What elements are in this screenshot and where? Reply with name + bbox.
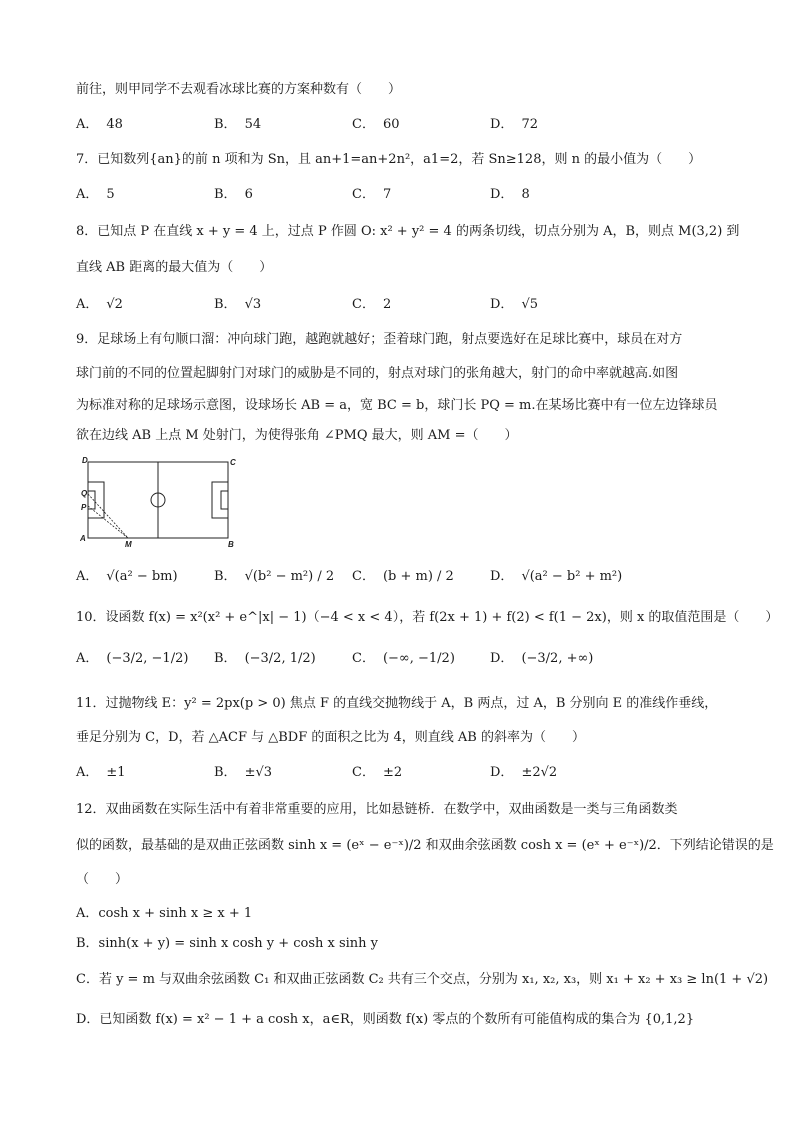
q7-option-c[interactable]: C． 7	[352, 187, 392, 202]
right-penalty-box	[212, 482, 228, 518]
q12-option-a[interactable]: A．cosh x + sinh x ≥ x + 1	[76, 906, 253, 921]
q7-stem: 7．已知数列{an}的前 n 项和为 Sn，且 an+1=an+2n²，a1=2，若 Sn≥128，则 n 的最小值为（ ）	[76, 152, 702, 167]
q9-option-a[interactable]: A． √(a² − bm)	[76, 569, 178, 584]
q8-stem-line1: 8．已知点 P 在直线 x + y = 4 上，过点 P 作圆 O: x² + y² = 4 的两条切线，切点分别为 A，B，则点 M(3,2) 到	[76, 224, 740, 239]
label-a: A	[80, 534, 86, 543]
q6-option-d[interactable]: D． 72	[490, 117, 538, 132]
label-p: P	[81, 503, 87, 512]
q6-option-a[interactable]: A． 48	[76, 117, 123, 132]
q8-stem-line2: 直线 AB 距离的最大值为（ ）	[76, 260, 273, 275]
left-penalty-box	[88, 482, 104, 518]
q12-option-c[interactable]: C．若 y = m 与双曲余弦函数 C₁ 和双曲正弦函数 C₂ 共有三个交点，分别为 x₁, x₂, x₃，则 x₁ + x₂ + x₃ ≥ ln(1 + √2)	[76, 972, 769, 987]
label-m: M	[125, 540, 132, 548]
q10-option-d[interactable]: D． (−3/2, +∞)	[490, 651, 594, 666]
q9-option-c[interactable]: C． (b + m) / 2	[352, 569, 454, 584]
label-d: D	[82, 456, 88, 465]
q8-option-c[interactable]: C． 2	[352, 297, 392, 312]
q9-options	[76, 566, 736, 592]
q10-stem: 10．设函数 f(x) = x²(x² + e^|x| − 1)（−4 < x < 4），若 f(2x + 1) + f(2) < f(1 − 2x)，则 x 的取值范围是（ ）	[76, 610, 779, 625]
soccer-field-diagram	[80, 456, 236, 548]
q11-option-a[interactable]: A． ±1	[76, 765, 126, 780]
label-b: B	[228, 540, 234, 548]
q7-option-d[interactable]: D． 8	[490, 187, 530, 202]
right-goal-box	[221, 491, 228, 509]
q11-option-d[interactable]: D． ±2√2	[490, 765, 558, 780]
q9-stem-line3: 为标准对称的足球场示意图，设球场长 AB = a，宽 BC = b，球门长 PQ = m.在某场比赛中有一位左边锋球员	[76, 398, 718, 413]
q9-stem-line1: 9．足球场上有句顺口溜：冲向球门跑，越跑就越好；歪着球门跑，射点要选好在足球比赛中，球员在对方	[76, 332, 683, 347]
q6-options	[76, 114, 736, 140]
q9-option-d[interactable]: D． √(a² − b² + m²)	[490, 569, 623, 584]
q8-option-b[interactable]: B． √3	[214, 297, 262, 312]
q7-option-a[interactable]: A． 5	[76, 187, 115, 202]
label-c: C	[230, 458, 236, 467]
line-mq	[88, 494, 128, 538]
q11-stem-line2: 垂足分别为 C，D，若 △ACF 与 △BDF 的面积之比为 4，则直线 AB 的斜率为（ ）	[76, 730, 585, 745]
soccer-field-svg	[80, 456, 236, 548]
q8-options	[76, 294, 736, 320]
q11-option-c[interactable]: C． ±2	[352, 765, 403, 780]
q12-stem-line1: 12．双曲函数在实际生活中有着非常重要的应用，比如悬链桥．在数学中，双曲函数是一类与三角函数类	[76, 802, 678, 817]
q12-option-b[interactable]: B．sinh(x + y) = sinh x cosh y + cosh x sinh y	[76, 936, 379, 951]
line-mp	[88, 506, 128, 538]
q11-options	[76, 762, 736, 788]
q10-option-c[interactable]: C． (−∞, −1/2)	[352, 651, 455, 666]
q11-option-b[interactable]: B． ±√3	[214, 765, 273, 780]
q6-option-b[interactable]: B． 54	[214, 117, 262, 132]
q10-options	[76, 648, 736, 674]
q10-option-a[interactable]: A． (−3/2, −1/2)	[76, 651, 189, 666]
q9-stem-line4: 欲在边线 AB 上点 M 处射门，为使得张角 ∠PMQ 最大，则 AM =（ ）	[76, 428, 518, 443]
q6-continuation: 前往，则甲同学不去观看冰球比赛的方案种数有（ ）	[76, 82, 402, 97]
q12-stem-line3: （ ）	[76, 872, 129, 887]
q12-stem-line2: 似的函数，最基础的是双曲正弦函数 sinh x = (eˣ − e⁻ˣ)/2 和双曲余弦函数 cosh x = (eˣ + e⁻ˣ)/2．下列结论错误的是	[76, 838, 774, 853]
q6-option-c[interactable]: C． 60	[352, 117, 400, 132]
q8-option-d[interactable]: D． √5	[490, 297, 538, 312]
label-q: Q	[81, 489, 88, 498]
q7-option-b[interactable]: B． 6	[214, 187, 253, 202]
q11-stem-line1: 11．过抛物线 E：y² = 2px(p > 0) 焦点 F 的直线交抛物线于 A，B 两点，过 A，B 分别向 E 的准线作垂线，	[76, 696, 718, 711]
q7-options	[76, 184, 736, 210]
q9-stem-line2: 球门前的不同的位置起脚射门对球门的威胁是不同的，射点对球门的张角越大，射门的命中率就越高.如图	[76, 366, 679, 381]
q9-option-b[interactable]: B． √(b² − m²) / 2	[214, 569, 335, 584]
q8-option-a[interactable]: A． √2	[76, 297, 123, 312]
q10-option-b[interactable]: B． (−3/2, 1/2)	[214, 651, 316, 666]
q12-option-d[interactable]: D．已知函数 f(x) = x² − 1 + a cosh x，a∈R，则函数 f(x) 零点的个数所有可能值构成的集合为 {0,1,2}	[76, 1012, 695, 1027]
